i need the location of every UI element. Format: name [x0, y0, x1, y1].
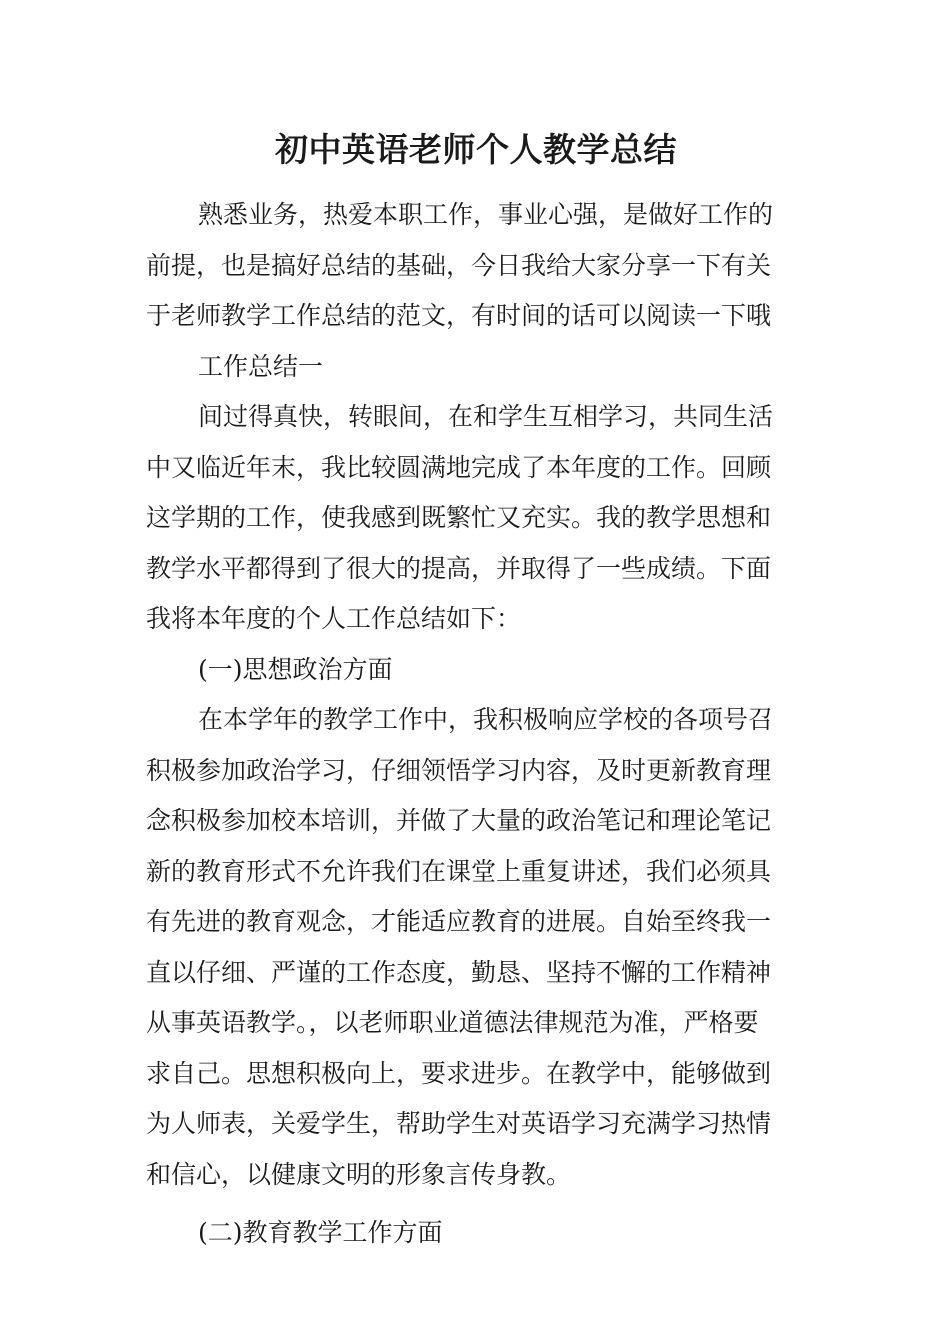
text-line: 这学期的工作，使我感到既繁忙又充实。我的教学思想和 [146, 503, 772, 532]
text-line: 熟悉业务，热爱本职工作，事业心强，是做好工作的 [198, 200, 774, 229]
text-line: 中又临近年末，我比较圆满地完成了本年度的工作。回顾 [146, 452, 772, 482]
text-line: 前提，也是搞好总结的基础，今日我给大家分享一下有关 [146, 250, 772, 280]
heading-politics [146, 645, 806, 696]
paragraph-1 [146, 392, 806, 645]
section-title [146, 342, 806, 393]
heading-text: (一)思想政治方面 [198, 654, 393, 684]
heading-text: (二)教育教学工作方面 [198, 1218, 443, 1247]
text-line: 和信心，以健康文明的形象言传身教。 [146, 1159, 572, 1189]
spacer [146, 1200, 806, 1208]
document-title: 初中英语老师个人教学总结 [275, 130, 677, 169]
text-line: 我将本年度的个人工作总结如下： [146, 604, 522, 633]
paragraph-2 [146, 695, 806, 1200]
text-line: 间过得真快，转眼间，在和学生互相学习，共同生活 [198, 402, 774, 431]
text-line: 在本学年的教学工作中，我积极响应学校的各项号召 [198, 705, 774, 734]
text-line: 直以仔细、严谨的工作态度，勤恳、坚持不懈的工作精神 [146, 957, 772, 987]
text-line: 为人师表，关爱学生，帮助学生对英语学习充满学习热情 [146, 1109, 772, 1138]
heading-teaching [146, 1208, 806, 1259]
text-line: 于老师教学工作总结的范文，有时间的话可以阅读一下哦 [146, 301, 772, 330]
text-line: 积极参加政治学习，仔细领悟学习内容，及时更新教育理 [146, 755, 772, 785]
section-title-text: 工作总结一 [198, 351, 324, 381]
text-line: 有先进的教育观念，才能适应教育的进展。自始至终我一 [146, 907, 772, 936]
document-page [146, 118, 806, 1318]
text-line: 新的教育形式不允许我们在课堂上重复讲述，我们必须具 [146, 856, 772, 886]
text-line: 教学水平都得到了很大的提高，并取得了一些成绩。下面 [146, 553, 772, 583]
text-line: 求自己。思想积极向上，要求进步。在教学中，能够做到 [146, 1058, 772, 1088]
text-line: 从事英语教学。，以老师职业道德法律规范为准，严格要 [146, 1008, 759, 1037]
intro-paragraph [146, 190, 806, 342]
text-line: 念积极参加校本培训，并做了大量的政治笔记和理论笔记 [146, 806, 772, 835]
